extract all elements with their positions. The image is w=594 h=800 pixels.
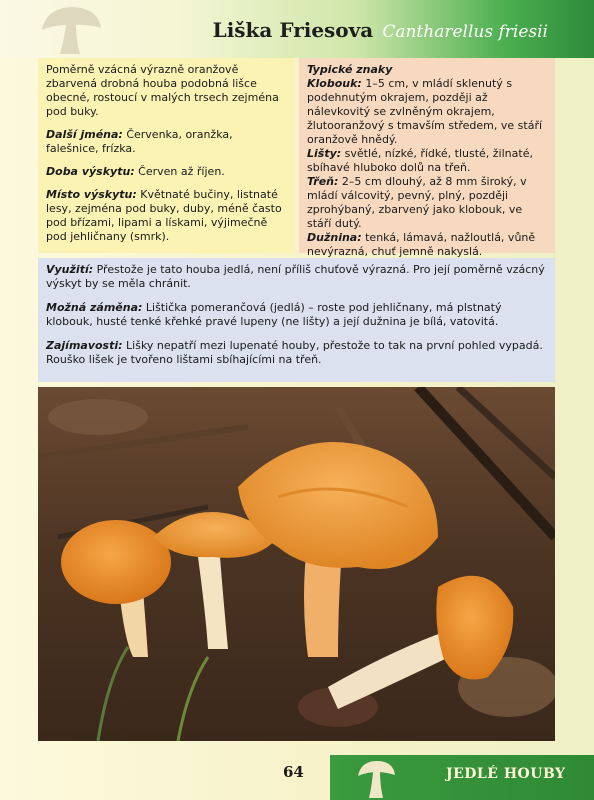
usage bbox=[46, 263, 547, 291]
characteristics-box bbox=[299, 58, 555, 258]
season-text: Červen až říjen. bbox=[134, 165, 225, 178]
common-name: Liška Friesova bbox=[212, 18, 374, 42]
gills-label: Lišty: bbox=[307, 147, 342, 160]
other-names-label: Další jména: bbox=[46, 128, 123, 141]
stem-text: 2–5 cm dlouhý, až 8 mm široký, v mládí válcovitý, pevný, plný, později zprohýbaný, zbarvený jako klobouk, ve stáří dutý. bbox=[307, 175, 527, 230]
page-title bbox=[213, 18, 548, 42]
mushroom-footer-icon bbox=[355, 758, 397, 800]
description-box bbox=[38, 58, 294, 253]
usage-text: Přestože je tato houba jedlá, není příliš chuťově výrazná. Pro její poměrně vzácný výskyt by se měla chránit. bbox=[46, 263, 545, 290]
mushroom-logo-icon bbox=[38, 4, 104, 56]
cap-text: 1–5 cm, v mládí sklenutý s podehnutým okrajem, později až nálevkovitý se zvlněným okrajem, žlutooranžový s tmavším středem, ve stáří oranžově hnědý. bbox=[307, 77, 543, 146]
habitat bbox=[46, 188, 286, 244]
habitat-text: Květnaté bučiny, listnaté lesy, zejména pod buky, duby, méně často pod břízami, lipami a lískami, výjimečně pod jehličnany (smrk). bbox=[46, 188, 282, 243]
mushroom-photo-illustration bbox=[38, 387, 555, 741]
habitat-label: Místo výskytu: bbox=[46, 188, 137, 201]
page-number: 64 bbox=[283, 763, 304, 781]
flesh-label: Dužnina: bbox=[307, 231, 362, 244]
cap-label: Klobouk: bbox=[307, 77, 362, 90]
section-label: JEDLÉ HOUBY bbox=[446, 766, 566, 782]
stem-label: Třeň: bbox=[307, 175, 339, 188]
flesh-description bbox=[307, 231, 547, 259]
other-names-text: Červenka, oranžka, falešnice, frízka. bbox=[46, 128, 233, 155]
gills-description bbox=[307, 147, 547, 175]
trivia-text: Lišky nepatří mezi lupenaté houby, přestože to tak na první pohled vypadá. Rouško lišek je tvořeno lištami sbíhajícími na třeň. bbox=[46, 339, 543, 366]
trivia bbox=[46, 339, 547, 367]
latin-name: Cantharellus friesii bbox=[382, 22, 548, 42]
mushroom-photo bbox=[38, 387, 555, 741]
characteristics-title: Typické znaky bbox=[307, 63, 393, 76]
intro-text: Poměrně vzácná výrazně oranžově zbarvená drobná houba podobná lišce obecné, rostoucí v malých trsech zejména pod buky. bbox=[46, 63, 279, 118]
stem-description bbox=[307, 175, 547, 231]
usage-label: Využití: bbox=[46, 263, 94, 276]
flesh-text: tenká, lámavá, nažloutlá, vůně nevýrazná, chuť jemně nakyslá. bbox=[307, 231, 536, 258]
confusion bbox=[46, 301, 547, 329]
trivia-label: Zajímavosti: bbox=[46, 339, 123, 352]
gills-text: světlé, nízké, řídké, tlusté, žilnaté, sbíhavé hluboko dolů na třeň. bbox=[307, 147, 533, 174]
usage-box bbox=[38, 258, 555, 382]
cap-description bbox=[307, 77, 547, 147]
confusion-text: Lištička pomerančová (jedlá) – roste pod jehličnany, má plstnatý klobouk, husté tenké křehké pravé lupeny (ne lišty) a její dužnina je bílá, vatovitá. bbox=[46, 301, 502, 328]
other-names bbox=[46, 128, 286, 156]
season-label: Doba výskytu: bbox=[46, 165, 135, 178]
confusion-label: Možná záměna: bbox=[46, 301, 143, 314]
season bbox=[46, 165, 286, 179]
